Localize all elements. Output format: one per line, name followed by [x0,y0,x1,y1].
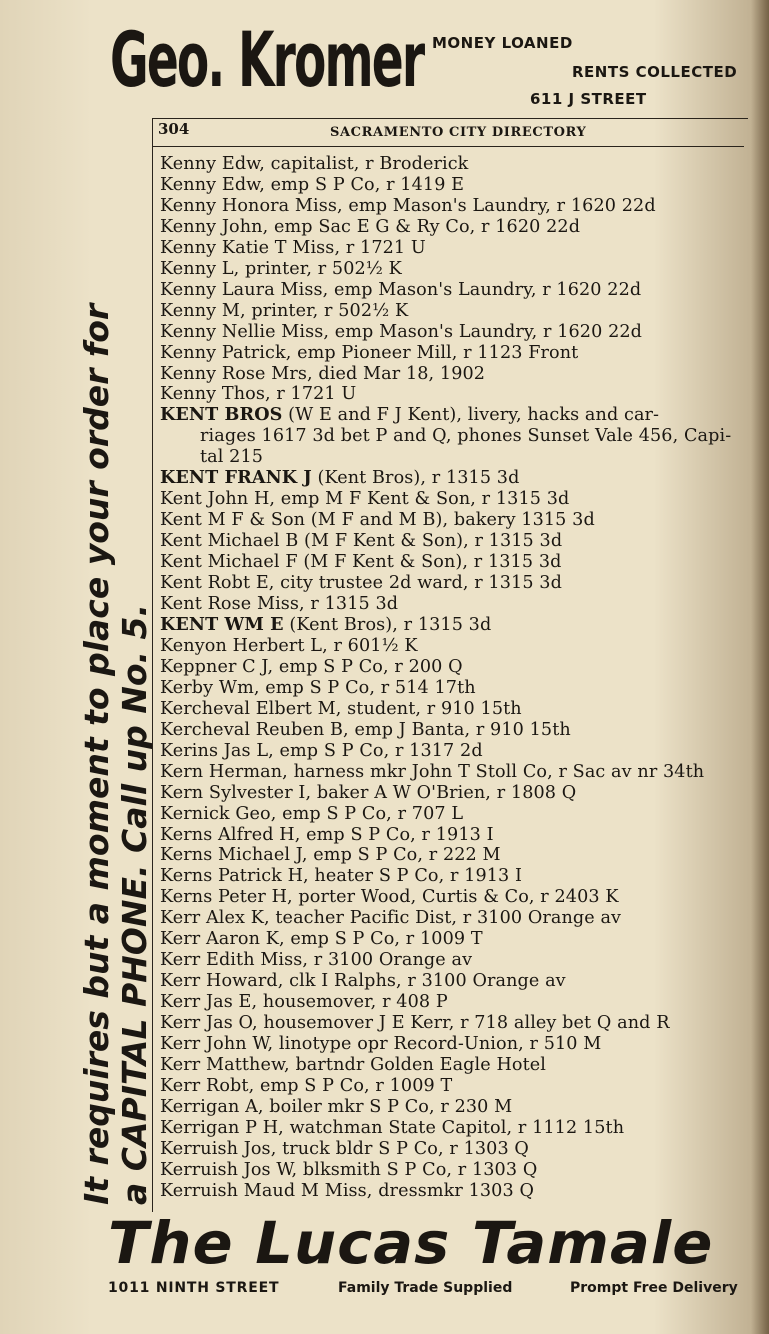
bottom-ad-slogan-family: Family Trade Supplied [338,1280,513,1296]
page-number: 304 [158,120,190,138]
directory-entry [160,866,746,887]
directory-entry [160,489,746,510]
entry-text: Kerrigan A, boiler mkr S P Co, r 230 M [160,1096,513,1117]
entry-text: Kerns Peter H, porter Wood, Curtis & Co, r 2403 K [160,887,619,908]
entry-text: Kerins Jas L, emp S P Co, r 1317 2d [160,740,483,761]
entry-text: Kerruish Jos, truck bldr S P Co, r 1303 Q [160,1138,529,1159]
directory-entry [160,280,746,301]
entry-text: Kenny Laura Miss, emp Mason's Laundry, r 1620 22d [160,279,642,300]
directory-entry [160,887,746,908]
entry-text: (W E and F J Kent), livery, hacks and car- [282,405,660,426]
entry-text: Kenny Edw, capitalist, r Broderick [160,154,469,174]
directory-entry [160,322,746,343]
directory-entry [160,615,746,636]
entry-text: Kercheval Elbert M, student, r 910 15th [160,698,522,719]
directory-entry [160,1076,746,1097]
directory-entry [160,1139,746,1160]
directory-entry [160,678,746,699]
side-ad-line-2: a CAPITAL PHONE. Call up No. 5. [115,603,154,1205]
directory-entry [160,259,746,280]
entry-text: riages 1617 3d bet P and Q, phones Sunset Vale 456, Capi- [200,426,732,447]
directory-entry [160,908,746,929]
directory-entry [160,364,746,385]
entry-text: Kerns Alfred H, emp S P Co, r 1913 I [160,824,494,845]
directory-entry [160,825,746,846]
entry-continuation [160,426,746,447]
frame-top-rule [152,118,748,119]
side-ad-line-1: It requires but a moment to place your order for [77,303,116,1205]
directory-entry [160,1055,746,1076]
entry-text: (Kent Bros), r 1315 3d [283,614,492,635]
entry-name-bold: KENT FRANK J [160,467,312,489]
directory-entry [160,510,746,531]
directory-entry [160,154,746,175]
directory-entry [160,741,746,762]
page-edge-shadow [751,0,769,1334]
entry-text: Kenny Honora Miss, emp Mason's Laundry, r 1620 22d [160,195,656,216]
directory-entry [160,468,746,489]
side-advertisement [78,105,154,1205]
entry-text: Kerby Wm, emp S P Co, r 514 17th [160,677,476,698]
directory-entry [160,1034,746,1055]
entry-text: Kerr Jas O, housemover J E Kerr, r 718 alley bet Q and R [160,1013,670,1034]
bottom-ad-address: 1011 NINTH STREET [108,1280,280,1296]
entry-text: Kent Michael B (M F Kent & Son), r 1315 3d [160,531,563,552]
entry-name-bold: KENT BROS [160,404,283,426]
directory-entry [160,971,746,992]
directory-entry [160,573,746,594]
entry-text: Kent Michael F (M F Kent & Son), r 1315 3d [160,552,562,573]
directory-entry [160,238,746,259]
entry-text: Kenny Thos, r 1721 U [160,384,357,405]
running-head: SACRAMENTO CITY DIRECTORY [330,125,587,140]
directory-entry [160,196,746,217]
directory-entry [160,1160,746,1181]
entry-text: Kent M F & Son (M F and M B), bakery 1315 3d [160,510,595,531]
entry-text: Kent Robt E, city trustee 2d ward, r 1315 3d [160,573,562,594]
directory-entry [160,343,746,364]
entry-text: Kenny M, printer, r 502½ K [160,300,409,321]
bottom-ad-business-name: The Lucas Tamale [108,1209,714,1277]
entry-text: tal 215 [200,447,264,468]
entry-text: Kenyon Herbert L, r 601½ K [160,635,418,656]
entry-text: Kenny Nellie Miss, emp Mason's Laundry, r 1620 22d [160,321,643,342]
directory-entry [160,384,746,405]
entry-text: Kenny Edw, emp S P Co, r 1419 E [160,174,465,195]
entry-text: Kerr Edith Miss, r 3100 Orange av [160,950,473,971]
directory-entry [160,845,746,866]
entry-text: Kerns Michael J, emp S P Co, r 222 M [160,845,501,866]
entry-continuation [160,447,746,468]
directory-entry [160,992,746,1013]
entry-text: Kenny Rose Mrs, died Mar 18, 1902 [160,363,486,384]
entry-text: Kenny L, printer, r 502½ K [160,258,402,279]
entry-text: Kerr Robt, emp S P Co, r 1009 T [160,1075,453,1096]
directory-entry [160,217,746,238]
entry-text: Kerns Patrick H, heater S P Co, r 1913 I [160,866,523,887]
frame-left-rule [152,118,153,1212]
top-ad-rents-collected: RENTS COLLECTED [572,63,738,81]
entry-text: Kenny Patrick, emp Pioneer Mill, r 1123 Front [160,342,579,363]
directory-entry [160,950,746,971]
directory-entry [160,1181,746,1202]
directory-entries [160,154,746,1202]
directory-entry [160,699,746,720]
directory-entry [160,657,746,678]
directory-entry [160,405,746,426]
entry-text: Kerruish Jos W, blksmith S P Co, r 1303 Q [160,1159,538,1180]
directory-entry [160,636,746,657]
entry-text: Kernick Geo, emp S P Co, r 707 L [160,803,464,824]
entry-text: Kerr Howard, clk I Ralphs, r 3100 Orange av [160,971,566,992]
directory-entry [160,531,746,552]
directory-entry [160,720,746,741]
directory-entry [160,929,746,950]
directory-entry [160,762,746,783]
entry-text: Kent Rose Miss, r 1315 3d [160,594,399,615]
entry-name-bold: KENT WM E [160,613,284,635]
bottom-ad-slogan-delivery: Prompt Free Delivery [570,1280,738,1296]
entry-text: Kerruish Maud M Miss, dressmkr 1303 Q [160,1180,534,1201]
directory-entry [160,175,746,196]
entry-text: Kern Herman, harness mkr John T Stoll Co, r Sac av nr 34th [160,761,705,782]
directory-entry [160,594,746,615]
directory-entry [160,552,746,573]
entry-text: Kent John H, emp M F Kent & Son, r 1315 3d [160,489,570,510]
entry-text: Kerr Alex K, teacher Pacific Dist, r 3100 Orange av [160,908,622,929]
directory-entry [160,1118,746,1139]
entry-text: Kerrigan P H, watchman State Capitol, r 1112 15th [160,1117,625,1138]
directory-entry [160,783,746,804]
entry-text: Kercheval Reuben B, emp J Banta, r 910 15th [160,719,571,740]
header-rule [152,146,744,147]
entry-text: Kenny John, emp Sac E G & Ry Co, r 1620 22d [160,216,581,237]
top-ad-money-loaned: MONEY LOANED [432,34,573,52]
top-ad-address: 611 J STREET [530,90,647,108]
entry-text: (Kent Bros), r 1315 3d [311,468,520,489]
entry-text: Kerr Jas E, housemover, r 408 P [160,992,448,1013]
directory-entry [160,1013,746,1034]
entry-text: Kerr John W, linotype opr Record-Union, r 510 M [160,1034,602,1055]
directory-entry [160,301,746,322]
directory-entry [160,1097,746,1118]
entry-text: Kenny Katie T Miss, r 1721 U [160,237,426,258]
entry-text: Kerr Aaron K, emp S P Co, r 1009 T [160,929,483,950]
entry-text: Keppner C J, emp S P Co, r 200 Q [160,656,463,677]
directory-entry [160,804,746,825]
entry-text: Kerr Matthew, bartndr Golden Eagle Hotel [160,1054,547,1075]
entry-text: Kern Sylvester I, baker A W O'Brien, r 1808 Q [160,782,577,803]
top-ad-business-name: Geo. Kromer [110,15,424,104]
